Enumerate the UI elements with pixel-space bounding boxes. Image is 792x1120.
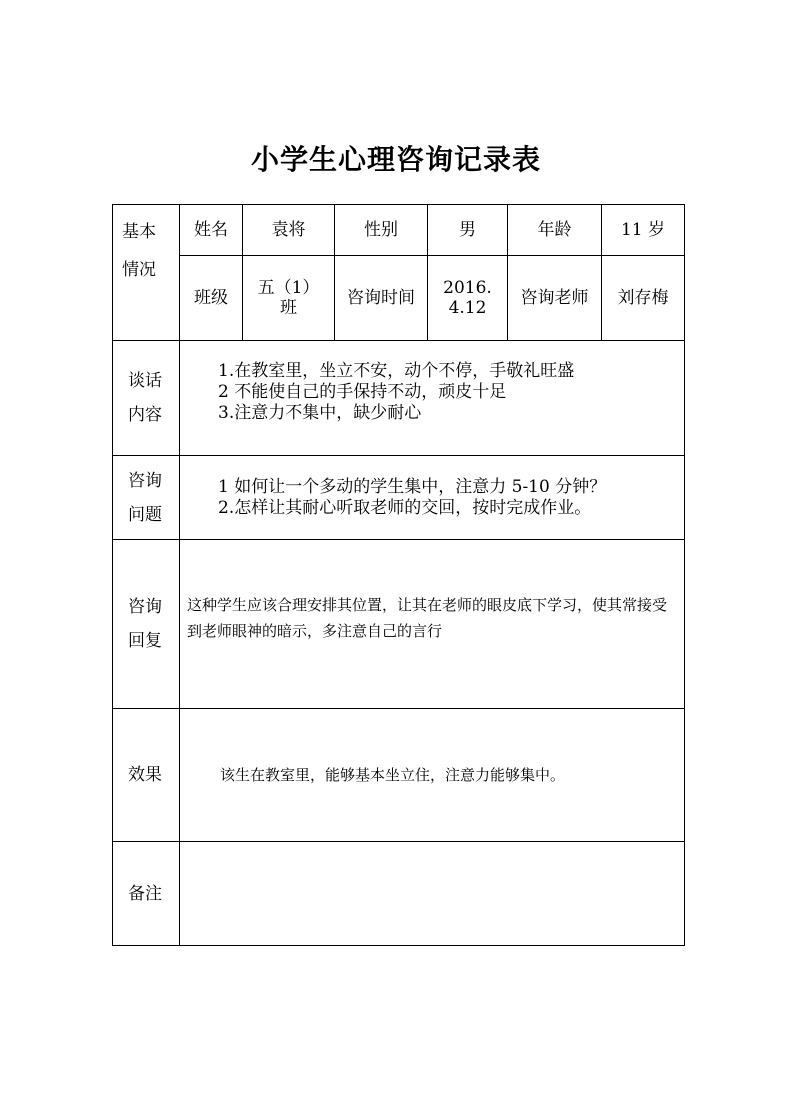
basic-info-label-cell bbox=[113, 205, 180, 341]
page-title: 小学生心理咨询记录表 bbox=[250, 143, 541, 176]
reply-label-line2: 回复 bbox=[128, 631, 162, 651]
talk-line-1: 1.在教室里，坐立不安，动个不停，手敬礼旺盛 bbox=[218, 361, 575, 381]
question-content-cell bbox=[180, 456, 685, 540]
question-label-cell bbox=[113, 456, 180, 540]
consult-time-label: 咨询时间 bbox=[335, 256, 428, 341]
talk-label-line2: 内容 bbox=[128, 405, 162, 425]
consult-teacher-value: 刘存梅 bbox=[602, 256, 685, 341]
talk-label-cell bbox=[113, 341, 180, 456]
class-value-line2: 班 bbox=[280, 298, 297, 318]
question-label-line2: 问题 bbox=[128, 504, 162, 525]
reply-text: 这种学生应该合理安排其位置，让其在老师的眼皮底下学习，使其常接受到老师眼神的暗示，多注意自己的言行 bbox=[187, 596, 668, 640]
class-value-line1: 五（1） bbox=[257, 277, 320, 298]
age-label: 年龄 bbox=[508, 205, 602, 256]
effect-label: 效果 bbox=[128, 765, 162, 785]
remark-content-cell bbox=[180, 842, 685, 946]
talk-line-3: 3.注意力不集中，缺少耐心 bbox=[218, 403, 422, 423]
question-line-2: 2.怎样让其耐心听取老师的交回，按时完成作业。 bbox=[218, 497, 592, 518]
gender-label: 性别 bbox=[335, 205, 428, 256]
name-value: 袁将 bbox=[243, 205, 335, 256]
remark-label-cell bbox=[113, 842, 180, 946]
remark-label: 备注 bbox=[128, 883, 162, 904]
class-label: 班级 bbox=[180, 256, 243, 341]
basic-info-label-line1: 基本 bbox=[122, 222, 156, 242]
effect-content-cell bbox=[180, 709, 685, 842]
effect-label-cell bbox=[113, 709, 180, 842]
consult-teacher-label: 咨询老师 bbox=[508, 256, 602, 341]
talk-line-2: 2 不能使自己的手保持不动，顽皮十足 bbox=[218, 382, 507, 402]
talk-content-cell bbox=[180, 341, 685, 456]
name-label: 姓名 bbox=[180, 205, 243, 256]
consult-time-value-cell bbox=[428, 256, 508, 341]
talk-label-line1: 谈话 bbox=[128, 371, 162, 391]
question-label-line1: 咨询 bbox=[128, 470, 162, 491]
gender-value: 男 bbox=[428, 205, 508, 256]
effect-text: 该生在教室里，能够基本坐立住，注意力能够集中。 bbox=[220, 766, 566, 784]
record-table bbox=[112, 204, 685, 946]
consult-time-line2: 4.12 bbox=[448, 298, 487, 318]
reply-label-cell bbox=[113, 540, 180, 709]
basic-info-label-line2: 情况 bbox=[122, 260, 156, 280]
consult-time-line1: 2016. bbox=[443, 277, 492, 298]
age-value: 11 岁 bbox=[602, 205, 685, 256]
class-value-cell bbox=[243, 256, 335, 341]
reply-label-line1: 咨询 bbox=[128, 597, 162, 617]
reply-content-cell bbox=[180, 540, 685, 709]
question-line-1: 1 如何让一个多动的学生集中，注意力 5-10 分钟？ bbox=[218, 476, 607, 497]
